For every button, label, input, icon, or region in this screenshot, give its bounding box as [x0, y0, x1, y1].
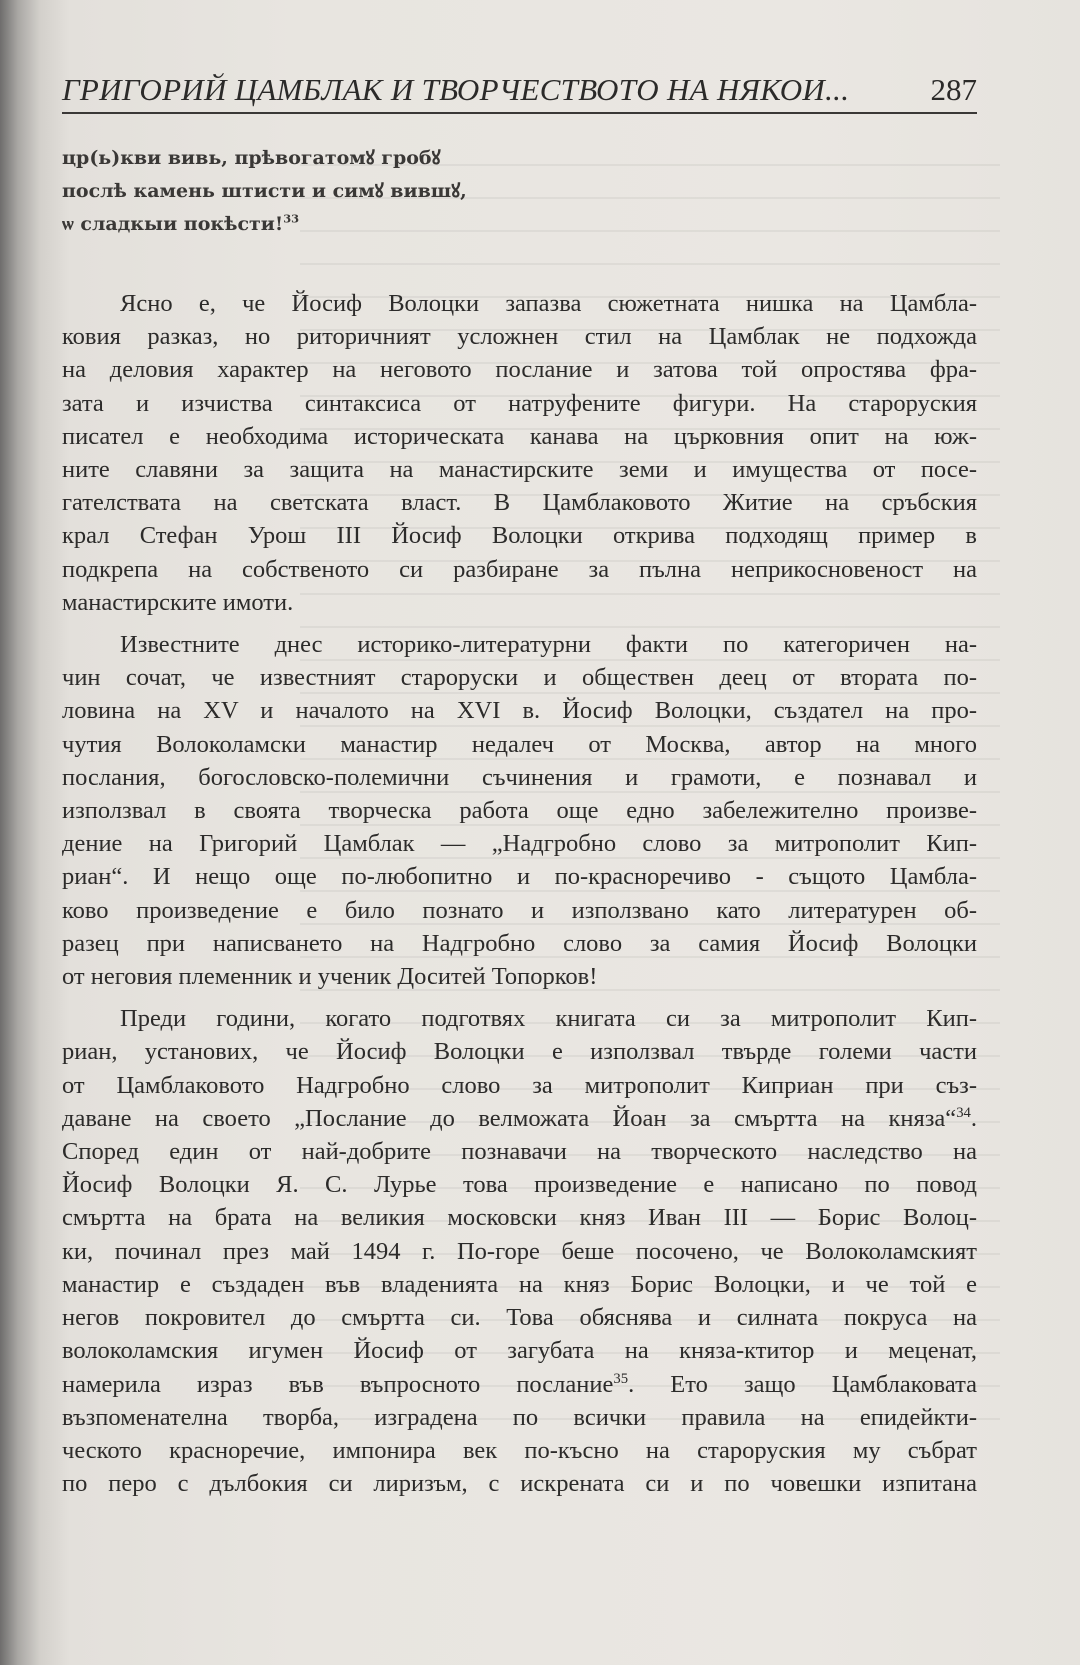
text-line: на деловия характер на неговото послание и затова той опростява фра- [62, 356, 977, 384]
text-line: риан, установих, че Йосиф Волоцки е използвал твърде големи части [62, 1038, 977, 1066]
running-head [62, 68, 977, 114]
text-line: дение на Григорий Цамблак — „Надгробно слово за митрополит Кип- [62, 830, 977, 858]
footnote-ref: 35 [613, 1370, 629, 1387]
text-line: зата и изчиства синтаксиса от натруфените фигури. На староруския [62, 389, 977, 417]
footnote-ref: 33 [283, 211, 300, 226]
paragraph [62, 1002, 977, 1500]
text-line: риан“. И нещо още по-любопитно и по-красноречиво - същото Цамбла- [62, 863, 977, 891]
verse-line-text: ѡ сладкыи покѣсти! [62, 213, 284, 235]
church-slavonic-quotation [62, 142, 962, 241]
text-line: смъртта на брата на великия московски княз Иван III — Борис Волоц- [62, 1204, 977, 1232]
text-line: Известните днес историко-литературни факти по категоричен на- [120, 631, 977, 659]
text-line: по перо с дълбокия си лиризъм, с искрената си и по човешки изпитана [62, 1470, 977, 1498]
verse-line: цр(ь)кви вивь, прѣвогатомꙋ гробꙋ [62, 147, 441, 169]
running-title: ГРИГОРИЙ ЦАМБЛАК И ТВОРЧЕСТВОТО НА НЯКОИ... [62, 72, 850, 107]
text-line: крал Стефан Урош III Йосиф Волоцки открива подходящ пример в [62, 522, 977, 550]
paragraph [62, 628, 977, 993]
body-text [62, 287, 977, 1509]
text-line [62, 1368, 977, 1401]
text-line: чутия Волоколамски манастир недалеч от Москва, автор на много [62, 730, 977, 758]
text-line: ково произведение е било познато и използвано като литературен об- [62, 896, 977, 924]
text-line: ковия разказ, но риторичният усложнен стил на Цамблак не подхожда [62, 323, 977, 351]
text-line: ческото красноречие, импонира век по-късно на староруския му събрат [62, 1436, 977, 1464]
text-line: Преди години, когато подготвях книгата си за митрополит Кип- [120, 1005, 977, 1033]
page-number: 287 [930, 72, 977, 107]
text-line: даване на своето „Послание до велможата Йоан за смъртта на княза“$^{34}$. [62, 1104, 977, 1132]
text-line: манастир е създаден във владенията на княз Борис Волоцки, и че той е [62, 1270, 977, 1298]
text-line: от неговия племенник и ученик Доситей Топорков! [62, 963, 598, 991]
text-line: писател е необходима историческата канава на църковния опит на юж- [62, 422, 977, 450]
text-line: възпоменателна творба, изградена по всички правила на епидейкти- [62, 1403, 977, 1431]
text-line: подкрепа на собственото си разбиране за пълна неприкосновеност на [62, 555, 977, 583]
text-line: разец при написването на Надгробно слово за самия Йосиф Волоцки [62, 929, 977, 957]
text-line: Ясно е, че Йосиф Волоцки запазва сюжетната нишка на Цамбла- [120, 290, 977, 317]
text-line: гателствата на светската власт. В Цамблаковото Житие на сръбския [62, 489, 977, 517]
text-line: ните славяни за защита на манастирските земи и имущества от посе- [62, 456, 977, 484]
footnote-ref: 34 [956, 1104, 971, 1121]
text-line: Според един от най-добрите познавачи на творческото наследство на [62, 1138, 977, 1166]
verse-line: послѣ камень штисти и симꙋ вившꙋ, [62, 180, 467, 202]
paragraph [62, 287, 977, 619]
text-line: ки, починал през май 1494 г. По-горе беше посочено, че Волоколамският [62, 1237, 977, 1265]
text-line-part: намерила израз във въпросното послание [62, 1370, 614, 1398]
text-line: ловина на XV и началото на XVI в. Йосиф Волоцки, създател на про- [62, 697, 977, 725]
text-line: от Цамблаковото Надгробно слово за митрополит Киприан при съз- [62, 1071, 977, 1099]
text-line: манастирските имоти. [62, 588, 294, 616]
text-line: волоколамския игумен Йосиф от загубата на княза-ктитор и меценат, [62, 1337, 977, 1365]
text-line: послания, богословско-полемични съчинения и грамоти, е познавал и [62, 763, 977, 791]
text-line-part: . Ето защо Цамблаковата [628, 1370, 977, 1398]
text-line: Йосиф Волоцки Я. С. Лурье това произведение е написано по повод [62, 1171, 977, 1199]
text-line: негов покровител до смъртта си. Това обяснява и силната покруса на [62, 1304, 977, 1332]
text-line-part: даване на своето „Послание до велможата Йоан за смъртта на княза“ [62, 1104, 957, 1132]
verse-line [62, 208, 962, 241]
text-line: чин сочат, че известният староруски и обществен деец от втората по- [62, 664, 977, 692]
text-line: използвал в своята творческа работа още едно забележително произве- [62, 797, 977, 825]
